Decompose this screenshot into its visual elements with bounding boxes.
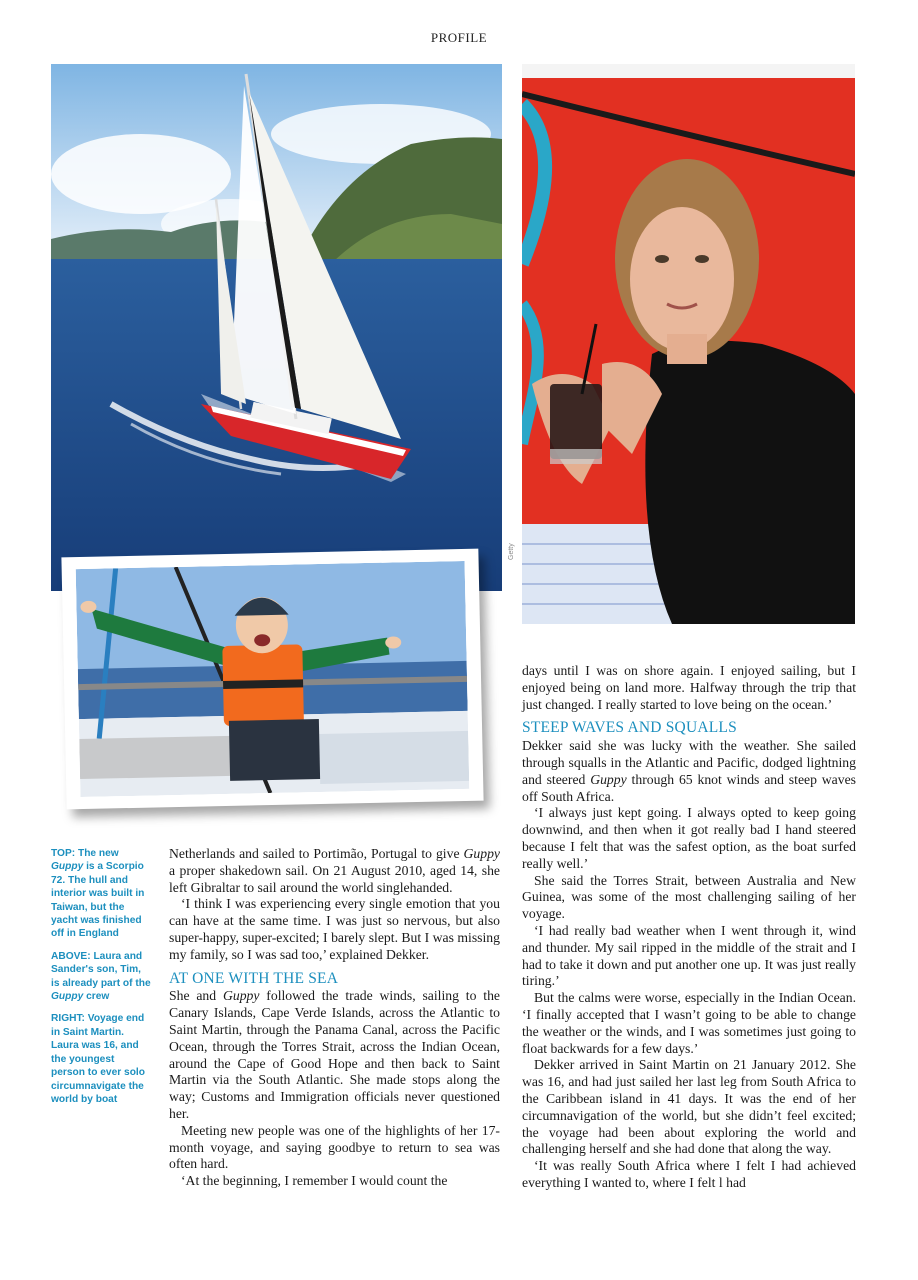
laura-photo (522, 64, 855, 624)
paragraph: ‘At the beginning, I remember I would count the (181, 1173, 448, 1189)
paragraph: But the calms were worse, especially in the Indian Ocean. ‘I finally accepted that I wasn’t going to be able to change the weather or the winds, and I was sometimes just going to float backwards for a few days.’ (522, 990, 856, 1056)
paragraph: Netherlands and sailed to Portimão, Portugal to give Guppy a proper shakedown sail. On 21 August 2010, aged 14, she left Gibraltar to sail around the world singlehanded. (169, 846, 500, 895)
section-header: PROFILE (430, 30, 488, 45)
photo-captions (51, 847, 151, 1115)
paragraph: Meeting new people was one of the highlights of her 17-month voyage, and saying goodbye to return to sea was often hard. (169, 1122, 500, 1172)
tim-photo-frame (61, 549, 483, 810)
paragraph: ‘I always just kept going. I always opted to keep going downwind, and then when it got really bad I hand steered because I felt that was the safest option, as the boat surfed really well.’ (522, 805, 856, 871)
body-column-left (169, 846, 500, 1190)
paragraph: Dekker said she was lucky with the weather. She sailed through squalls in the Atlantic and Pacific, dodged lightning and steered Guppy through 65 knot winds and steep waves off South Africa. (522, 738, 856, 804)
paragraph: Dekker arrived in Saint Martin on 21 January 2012. She was 16, and had just sailed her last leg from South Africa to the Caribbean island in 41 days. It was the end of her circumnavigation of the world, but she didn’t feel excited; the voyage had been about exploring the world and challenging herself and she had done that along the way. (522, 1057, 856, 1157)
tim-photo (76, 561, 470, 797)
body-column-right (522, 663, 856, 1192)
paragraph: ‘I had really bad weather when I went through it, wind and thunder. My sail ripped in the middle of the strait and I had to take it down and put another one up. It was just really tiring.’ (522, 922, 856, 989)
yacht-illustration (51, 64, 502, 591)
subheading: AT ONE WITH THE SEA (169, 969, 339, 987)
caption-top: TOP: The new Guppy is a Scorpio 72. The hull and interior was built in Taiwan, but the yacht was finished off in England (51, 848, 145, 940)
photo-credit: Getty (508, 543, 515, 560)
paragraph: She said the Torres Strait, between Australia and New Guinea, was some of the most challenging sailing of her voyage. (522, 872, 856, 922)
paragraph: days until I was on shore again. I enjoyed sailing, but I enjoyed being on land more. Halfway through the trip that just changed. I really started to love being on the ocean.’ (522, 663, 856, 712)
paragraph: She and Guppy followed the trade winds, sailing to the Canary Islands, Cape Verde Islands, across the Atlantic to Saint Martin, through the Panama Canal, across the Pacific Ocean, through the Torres Strait, across the Indian Ocean, around the Cape of Good Hope and then back to Saint Martin via the South Atlantic. She made stops along the way; Customs and Immigration officials never questioned her. (169, 988, 500, 1121)
paragraph: ‘I think I was experiencing every single emotion that you can have at the same time. I was just so nervous, but also super-happy, super-excited; I barely slept. But I was missing my family, so I was sad too,’ explained Dekker. (169, 896, 500, 962)
tim-illustration (76, 561, 470, 797)
yacht-photo (51, 64, 502, 591)
caption-above: ABOVE: Laura and Sander's son, Tim, is already part of the Guppy crew (51, 950, 151, 1003)
subheading: STEEP WAVES AND SQUALLS (522, 719, 737, 737)
paragraph: ‘It was really South Africa where I felt I had achieved everything I wanted to, where I felt l had (522, 1158, 856, 1190)
caption-right: RIGHT: Voyage end in Saint Martin. Laura was 16, and the youngest person to ever solo circumnavigate the world by boat (51, 1013, 145, 1105)
laura-illustration (522, 64, 855, 624)
